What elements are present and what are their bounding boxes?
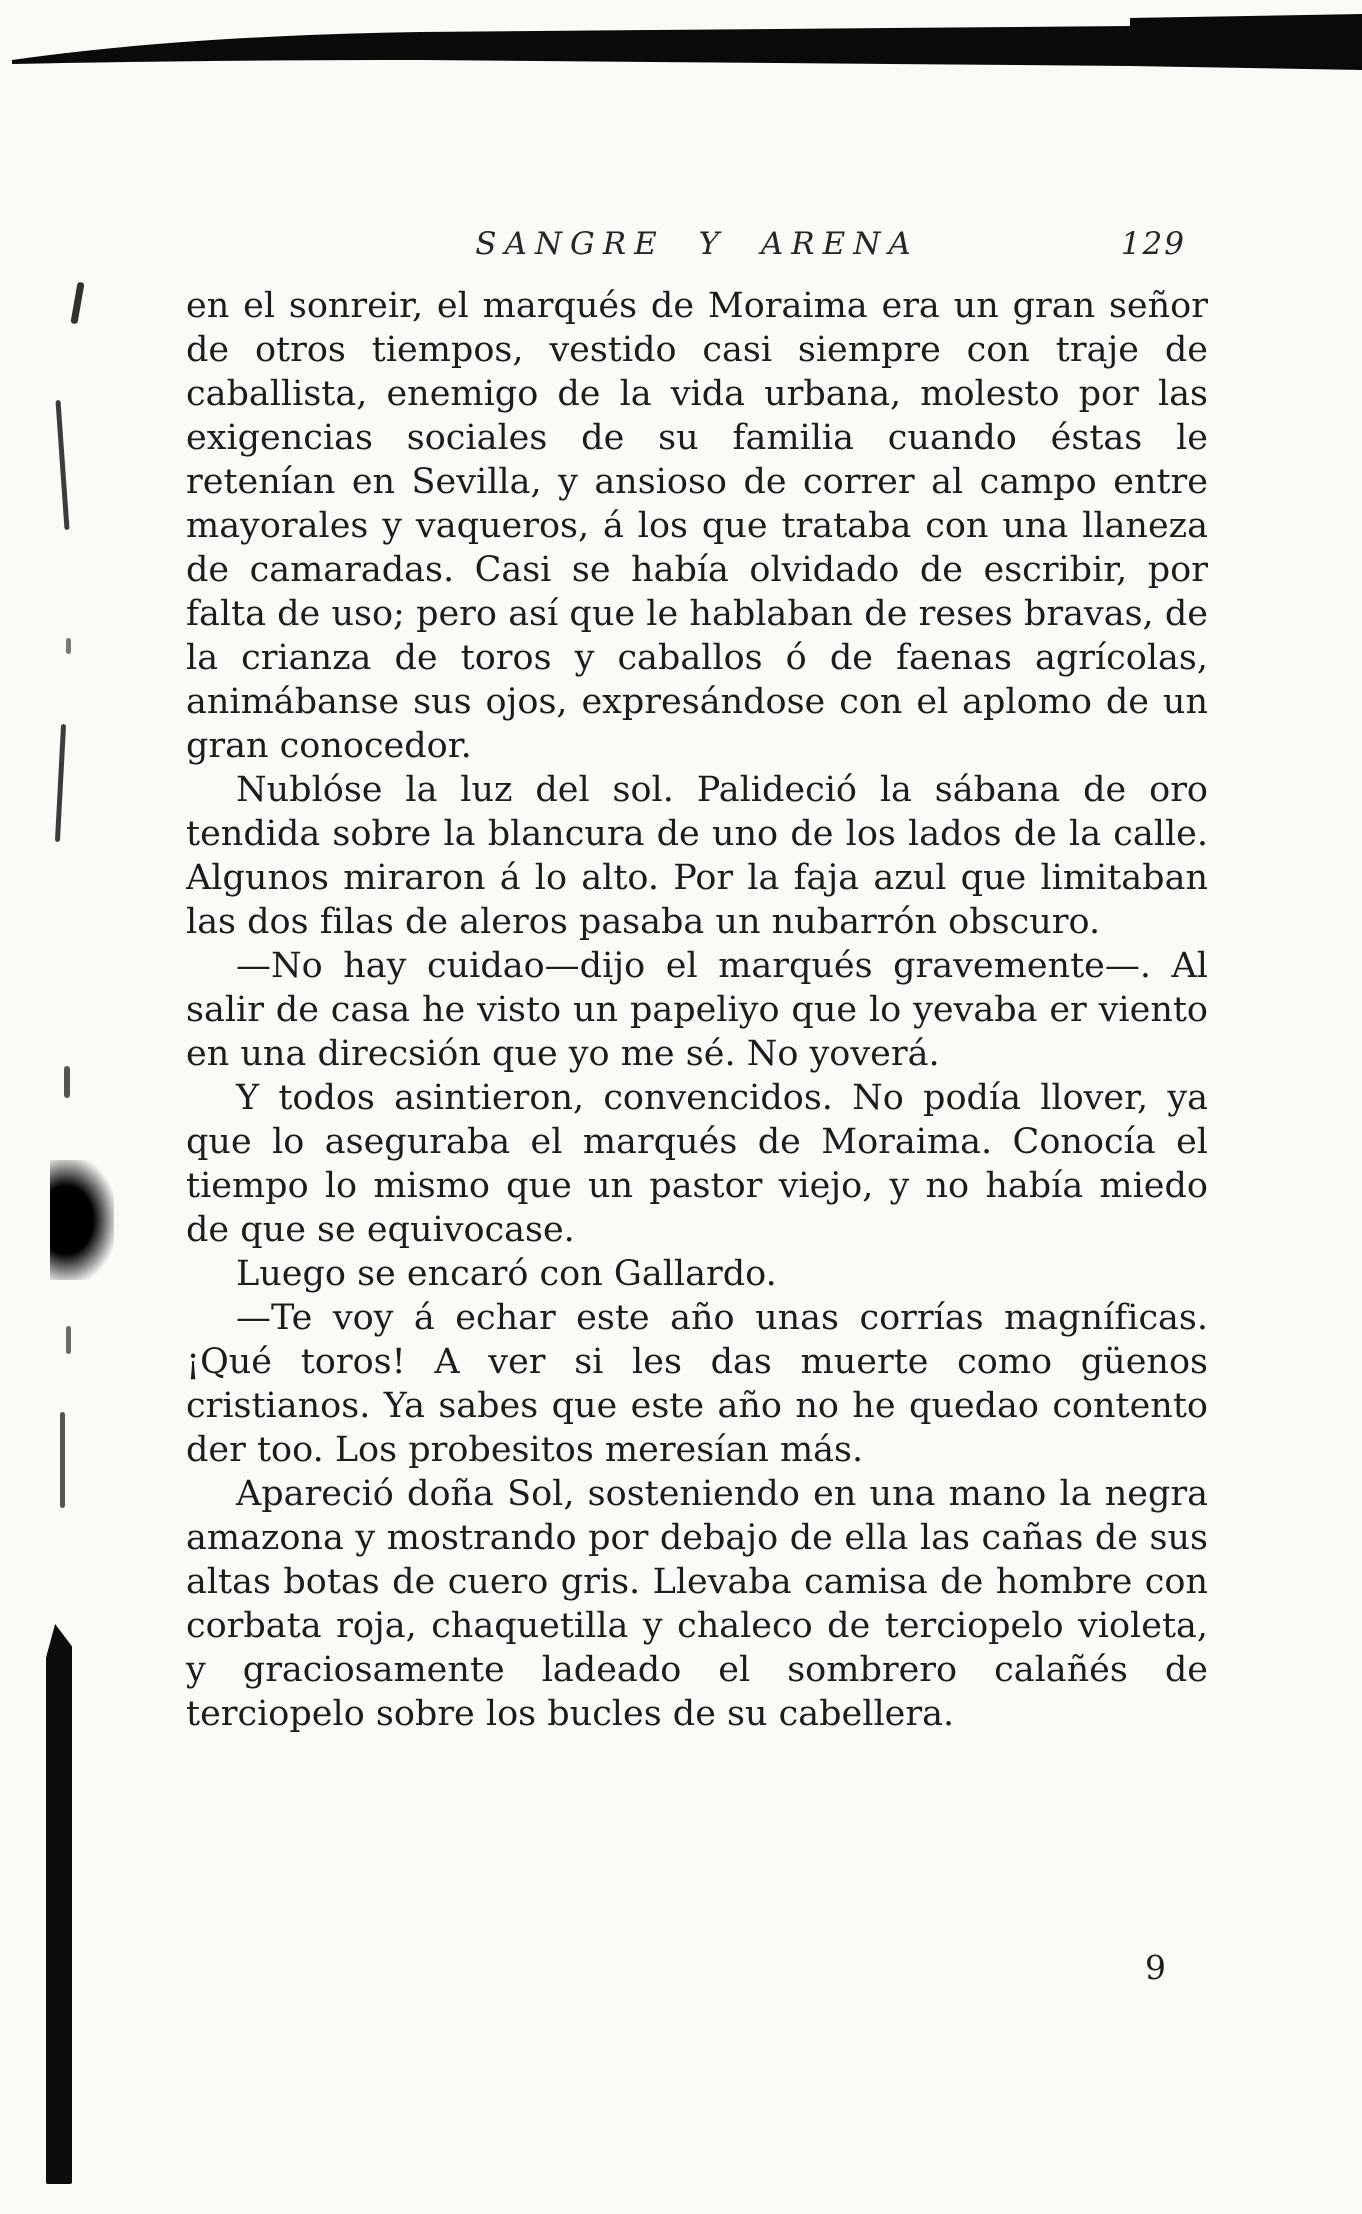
- ink-artifact: [64, 1066, 70, 1098]
- paragraph: Y todos asintieron, convencidos. No podía llover, ya que lo aseguraba el marqués de Moraima. Conocía el tiempo lo mismo que un pastor viejo, y no había miedo de que se equivocase.: [186, 1078, 1208, 1250]
- ink-artifact: [60, 1412, 65, 1508]
- paragraph: Nublóse la luz del sol. Palideció la sábana de oro tendida sobre la blancura de uno de los lados de la calle. Algunos miraron á lo alto. Por la faja azul que limitaban las dos filas de aleros pasaba un nubarrón obscuro.: [186, 770, 1208, 942]
- book-title: SANGRE Y ARENA: [475, 226, 919, 262]
- ink-artifact: [55, 724, 66, 842]
- paragraph: —Te voy á echar este año unas corrías magníficas. ¡Qué toros! A ver si les das muerte como güenos cristianos. Ya sabes que este año no he quedao contento der too. Los probesitos meresían más.: [186, 1298, 1208, 1470]
- scan-edge-artifact: [0, 0, 1362, 90]
- paragraph: en el sonreir, el marqués de Moraima era un gran señor de otros tiempos, vestido casi siempre con traje de caballista, enemigo de la vida urbana, molesto por las exigencias sociales de su familia cuando éstas le retenían en Sevilla, y ansioso de correr al campo entre mayorales y vaqueros, á los que trataba con una llaneza de camaradas. Casi se había olvidado de escribir, por falta de uso; pero así que le hablaban de reses bravas, de la crianza de toros y caballos ó de faenas agrícolas, animábanse sus ojos, expresándose con el aplomo de un gran conocedor.: [186, 286, 1208, 766]
- ink-artifact: [55, 400, 69, 530]
- running-header: [186, 226, 1208, 272]
- ink-artifact: [70, 282, 84, 325]
- paragraph: Luego se encaró con Gallardo.: [236, 1254, 777, 1294]
- ink-blot-artifact: [50, 1160, 114, 1280]
- signature-mark: 9: [1145, 1948, 1166, 1987]
- page-text: [186, 284, 1208, 1736]
- paragraph: —No hay cuidao—dijo el marqués gravemente—. Al salir de casa he visto un papeliyo que lo yevaba er viento en una direcsión que yo me sé. No yoverá.: [186, 946, 1208, 1074]
- paragraph: Apareció doña Sol, sosteniendo en una mano la negra amazona y mostrando por debajo de ella las cañas de sus altas botas de cuero gris. Llevaba camisa de hombre con corbata roja, chaquetilla y chaleco de terciopelo violeta, y graciosamente ladeado el sombrero calañés de terciopelo sobre los bucles de su cabellera.: [186, 1474, 1208, 1734]
- page-number: 129: [1120, 226, 1186, 262]
- binding-shadow-artifact: [46, 1624, 72, 2184]
- ink-artifact: [66, 638, 71, 654]
- ink-artifact: [66, 1326, 71, 1354]
